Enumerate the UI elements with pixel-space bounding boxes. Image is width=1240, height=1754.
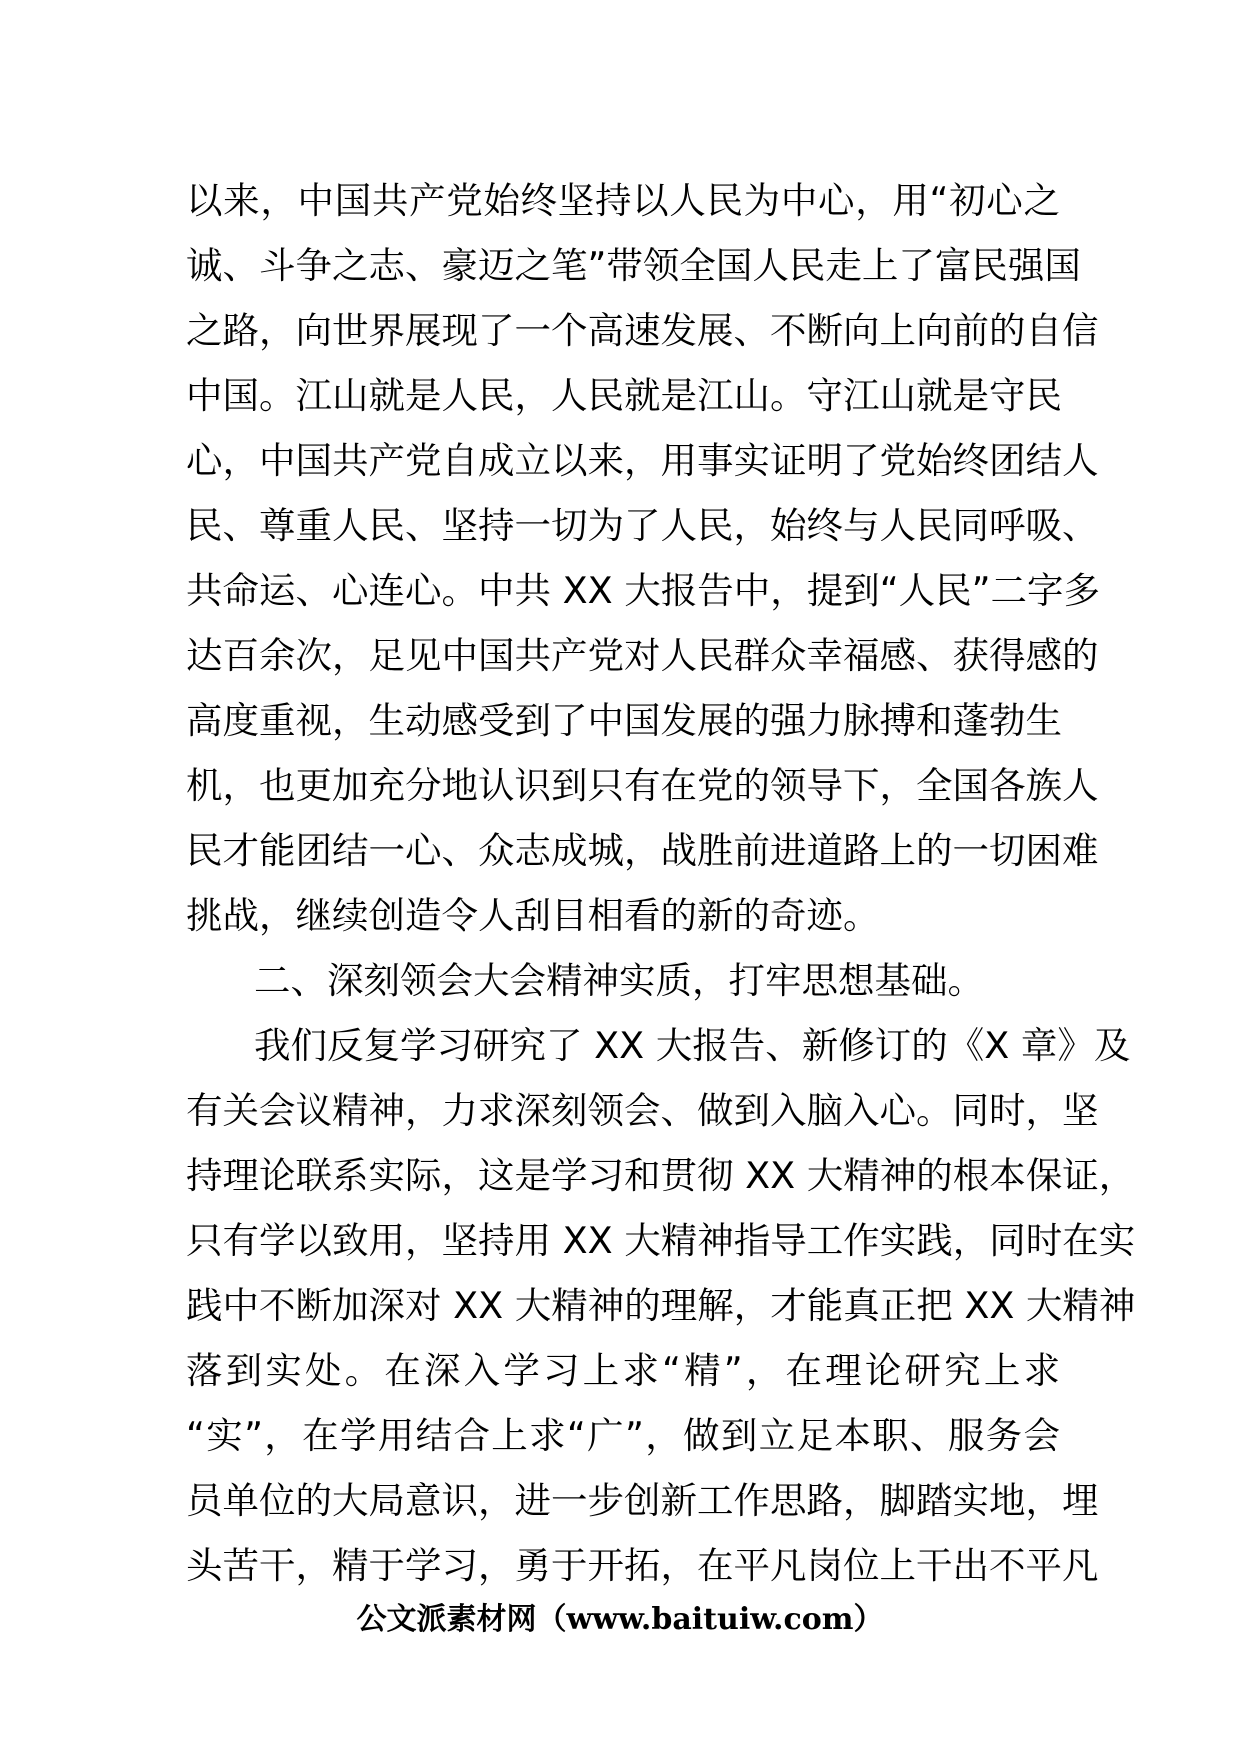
paragraph-2-line: 头苦干，精于学习，勇于开拓，在平凡岗位上干出不平凡: [186, 1544, 1099, 1587]
paragraph-1-line: 以来，中国共产党始终坚持以人民为中心，用“初心之: [186, 179, 1060, 222]
paragraph-2-line: 有关会议精神，力求深刻领会、做到入脑入心。同时，坚: [186, 1089, 1099, 1132]
paragraph-2-line: “实”，在学用结合上求“广”，做到立足本职、服务会: [186, 1414, 1060, 1457]
paragraph-1-line: 高度重视，生动感受到了中国发展的强力脉搏和蓬勃生: [186, 699, 1062, 742]
document-body: [186, 168, 1136, 1598]
paragraph-1-line: 诚、斗争之志、豪迈之笔”带领全国人民走上了富民强国: [186, 244, 1081, 287]
paragraph-1-line: 达百余次，足见中国共产党对人民群众幸福感、获得感的: [186, 634, 1099, 677]
footer-watermark-text: 公文派素材网（www.baituiw.com）: [356, 1602, 884, 1637]
paragraph-2-line: 践中不断加深对 XX 大精神的理解，才能真正把 XX 大精神: [186, 1284, 1136, 1327]
paragraph-1-line: 挑战，继续创造令人刮目相看的新的奇迹。: [186, 894, 880, 937]
paragraph-2-line: 员单位的大局意识，进一步创新工作思路，脚踏实地，埋: [186, 1479, 1099, 1522]
paragraph-1-line: 共命运、心连心。中共 XX 大报告中，提到“人民”二字多: [186, 569, 1101, 612]
paragraph-1-line: 中国。江山就是人民，人民就是江山。守江山就是守民: [186, 374, 1062, 417]
paragraph-2-line: 落到实处。在深入学习上求“精”，在理论研究上求: [186, 1349, 1060, 1392]
section-heading: 二、深刻领会大会精神实质，打牢思想基础。: [254, 959, 984, 1002]
paragraph-2-line: 持理论联系实际，这是学习和贯彻 XX 大精神的根本保证，: [186, 1154, 1136, 1197]
paragraph-1-line: 之路，向世界展现了一个高速发展、不断向上向前的自信: [186, 309, 1099, 352]
paragraph-1-line: 民、尊重人民、坚持一切为了人民，始终与人民同呼吸、: [186, 504, 1099, 547]
paragraph-2-line: 我们反复学习研究了 XX 大报告、新修订的《X 章》及: [254, 1024, 1131, 1067]
paragraph-1-line: 民才能团结一心、众志成城，战胜前进道路上的一切困难: [186, 829, 1099, 872]
paragraph-1-line: 机，也更加充分地认识到只有在党的领导下，全国各族人: [186, 764, 1099, 807]
paragraph-2-line: 只有学以致用，坚持用 XX 大精神指导工作实践，同时在实: [186, 1219, 1136, 1262]
paragraph-1-line: 心，中国共产党自成立以来，用事实证明了党始终团结人: [186, 439, 1099, 482]
